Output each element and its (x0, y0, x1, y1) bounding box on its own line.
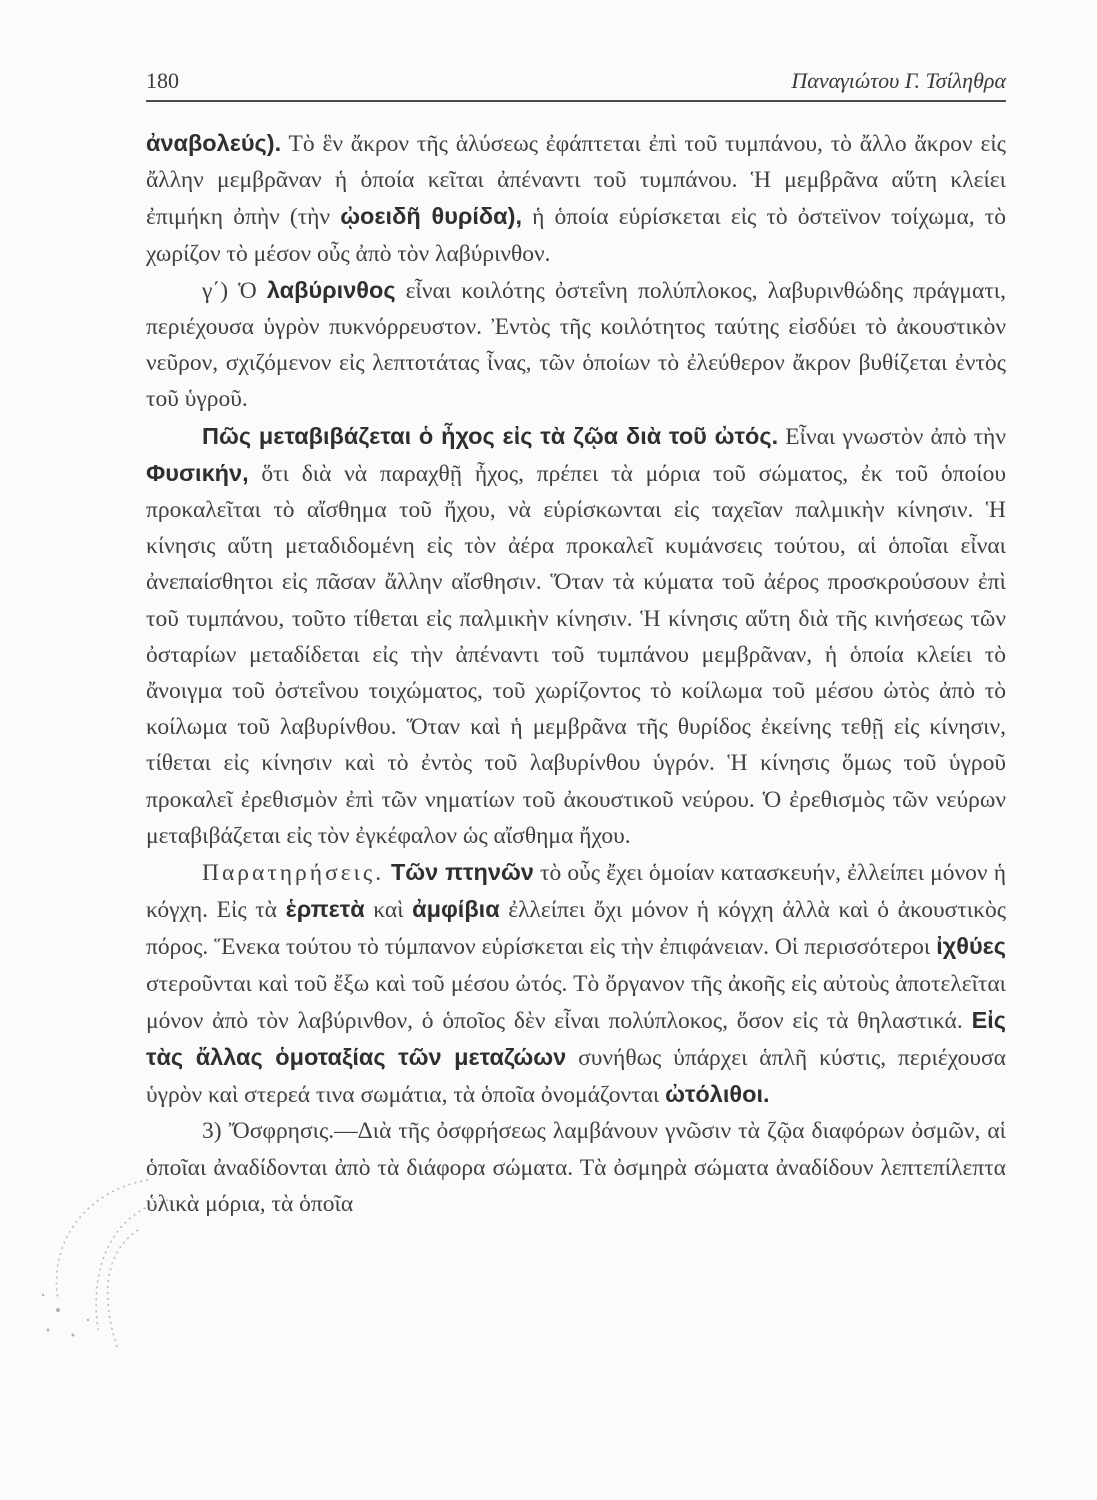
paragraph-4 (146, 854, 1006, 1113)
running-head: Παναγιώτου Γ. Τσίληθρα (791, 68, 1006, 93)
paragraph-3 (146, 418, 1006, 854)
paragraph-text: 3) (202, 1118, 229, 1145)
paragraph-text: στεροῦνται καὶ τοῦ ἔξω καὶ τοῦ μέσου ὠτός. Τὸ ὄργανον τῆς ἀκοῆς εἰς αὐτοὺς ἀποτελεῖται μόνον ἀπὸ τὸν λαβύρινθον, ὁ ὁποῖος δὲν εἶναι πολύπλοκος, ὅσον εἰς τὰ θηλαστικά. (146, 970, 1006, 1034)
section-heading: Πῶς μεταβιβάζεται ὁ ἦχος εἰς τὰ ζῷα διὰ τοῦ ὠτός. (202, 422, 779, 449)
bold-term: Εἰς τὰς ἄλλας ὁμοταξίας τῶν μεταζώων (146, 1006, 1006, 1071)
paragraph-text: ὅτι διὰ νὰ παραχθῇ ἦχος, πρέπει τὰ μόρια τοῦ σώματος, ἐκ τοῦ ὁποίου προκαλεῖται τὸ αἴσθημα τοῦ ἤχου, νὰ εὑρίσκωνται εἰς ταχεῖαν παλμικὴν κίνησιν. Ἡ κίνησις αὕτη μεταδιδομένη εἰς τὸν ἀέρα προκαλεῖ κυμάνσεις τούτου, αἱ ὁποῖαι εἶναι ἀνεπαίσθητοι εἰς πᾶσαν ἄλλην αἴσθησιν. Ὅταν τὰ κύματα τοῦ ἀέρος προσκρούσουν ἐπὶ τοῦ τυμπάνου, τοῦτο τίθεται εἰς παλμικὴν κίνησιν. Ἡ κίνησις αὕτη διὰ τῆς κινήσεως τῶν ὀσταρίων μεταδίδεται εἰς τὴν ἀπέναντι τοῦ τυμπάνου μεμβρᾶναν, ἡ ὁποία κλείει τὸ ἄνοιγμα τοῦ ὀστεΐνου τοιχώματος, τοῦ χωρίζοντος τὸ κοίλωμα τοῦ μέσου ὠτὸς ἀπὸ τὸ κοίλωμα τοῦ λαβυρίνθου. Ὅταν καὶ ἡ μεμβρᾶνα τῆς θυρίδος ἐκείνης τεθῇ εἰς κίνησιν, τίθεται εἰς κίνησιν καὶ τὸ ἐντὸς τοῦ λαβυρίνθου ὑγρόν. Ἡ κίνησις ὅμως τοῦ ὑγροῦ προκαλεῖ ἐρεθισμὸν ἐπὶ τῶν νηματίων τοῦ ἀκουστικοῦ νεύρου. Ὁ ἐρεθισμὸς τῶν νεύρων μεταβιβάζεται εἰς τὸν ἐγκέφαλον ὡς αἴσθημα ἤχου. (146, 460, 1006, 849)
bold-term: λαβύρινθος (266, 276, 396, 303)
paragraph-text: ἡ ὁποία εὑρίσκεται εἰς τὸ ὀστεϊνον τοίχωμα, τὸ χωρίζον τὸ μέσον οὖς ἀπὸ τὸν λαβύρινθον. (146, 204, 1007, 267)
library-stamp (28, 1160, 198, 1360)
paragraph-text: ἐλλείπει ὄχι μόνον ἡ κόγχη ἀλλὰ καὶ ὁ ἀκουστικὸς πόρος. Ἕνεκα τούτου τὸ τύμπανον εὑρίσκεται εἰς τὴν ἐπιφάνειαν. Οἱ περισσότεροι (146, 897, 1007, 961)
bold-term: ᾠοειδῆ θυρίδα), (340, 203, 522, 230)
paragraph-text: συνήθως ὑπάρχει ἁπλῆ κύστις, περιέχουσα ὑγρὸν καὶ στερεά τινα σωμάτια, τὰ ὁποῖα ὀνομάζονται (146, 1045, 1006, 1109)
bold-term: ἀναβολεύς). (146, 130, 282, 156)
paragraph-text: τὸ οὖς ἔχει ὁμοίαν κατασκευήν, ἐλλείπει μόνον ἡ κόγχη. Εἰς τὰ (146, 860, 1006, 924)
paragraph-text: γ΄) Ὁ (202, 277, 267, 304)
paragraph-text: Τὸ ἓν ἄκρον τῆς ἁλύσεως ἐφάπτεται ἐπὶ τοῦ τυμπάνου, τὸ ἄλλο ἄκρον εἰς ἄλλην μεμβρᾶναν ἡ ὁποία κεῖται ἀπέναντι τοῦ τυμπάνου. Ἡ μεμβρᾶνα αὕτη κλείει ἐπιμήκη ὀπὴν (τὴν (146, 131, 1006, 231)
body-text (146, 125, 1006, 1222)
section-heading: Ὄσφρησις. (228, 1118, 335, 1145)
paragraph-text: καὶ (364, 897, 413, 924)
bold-term: ἀμφίβια (412, 896, 500, 923)
bold-term: ἰχθύες (936, 933, 1006, 960)
paragraph-text: —Διὰ τῆς ὀσφρήσεως λαμβάνουν γνῶσιν τὰ ζῷα διαφόρων ὀσμῶν, αἱ ὁποῖαι ἀναδίδονται ἀπὸ τὰ διάφορα σώματα. Τὰ ὀσμηρὰ σώματα ἀναδίδουν λεπτεπίλεπτα ὑλικὰ μόρια, τὰ ὁποῖα (146, 1118, 1007, 1217)
page-header (146, 64, 1006, 102)
paragraph-5 (146, 1113, 1006, 1222)
paragraph-text: εἶναι κοιλότης ὀστεΐνη πολύπλοκος, λαβυρινθώδης πράγματι, περιέχουσα ὑγρὸν πυκνόρρευστον. Ἐντὸς τῆς κοιλότητος ταύτης εἰσδύει τὸ ἀκουστικὸν νεῦρον, σχιζόμενον εἰς λεπτοτάτας ἶνας, τῶν ὁποίων τὸ ἐλεύθερον ἄκρον βυθίζεται ἐντὸς τοῦ ὑγροῦ. (146, 277, 1006, 413)
page-number: 180 (146, 68, 179, 93)
bold-term: ὠτόλιθοι. (665, 1081, 770, 1108)
paragraph-1 (146, 125, 1006, 272)
bold-term: Τῶν πτηνῶν (384, 859, 534, 886)
bold-term: Φυσικήν, (146, 459, 249, 486)
paragraph-text: Εἶναι γνωστὸν ἀπὸ τὴν (778, 423, 1006, 450)
paragraph-2 (146, 272, 1006, 418)
spaced-heading: Παρατηρήσεις. (202, 860, 385, 887)
bold-term: ἑρπετὰ (285, 896, 365, 923)
